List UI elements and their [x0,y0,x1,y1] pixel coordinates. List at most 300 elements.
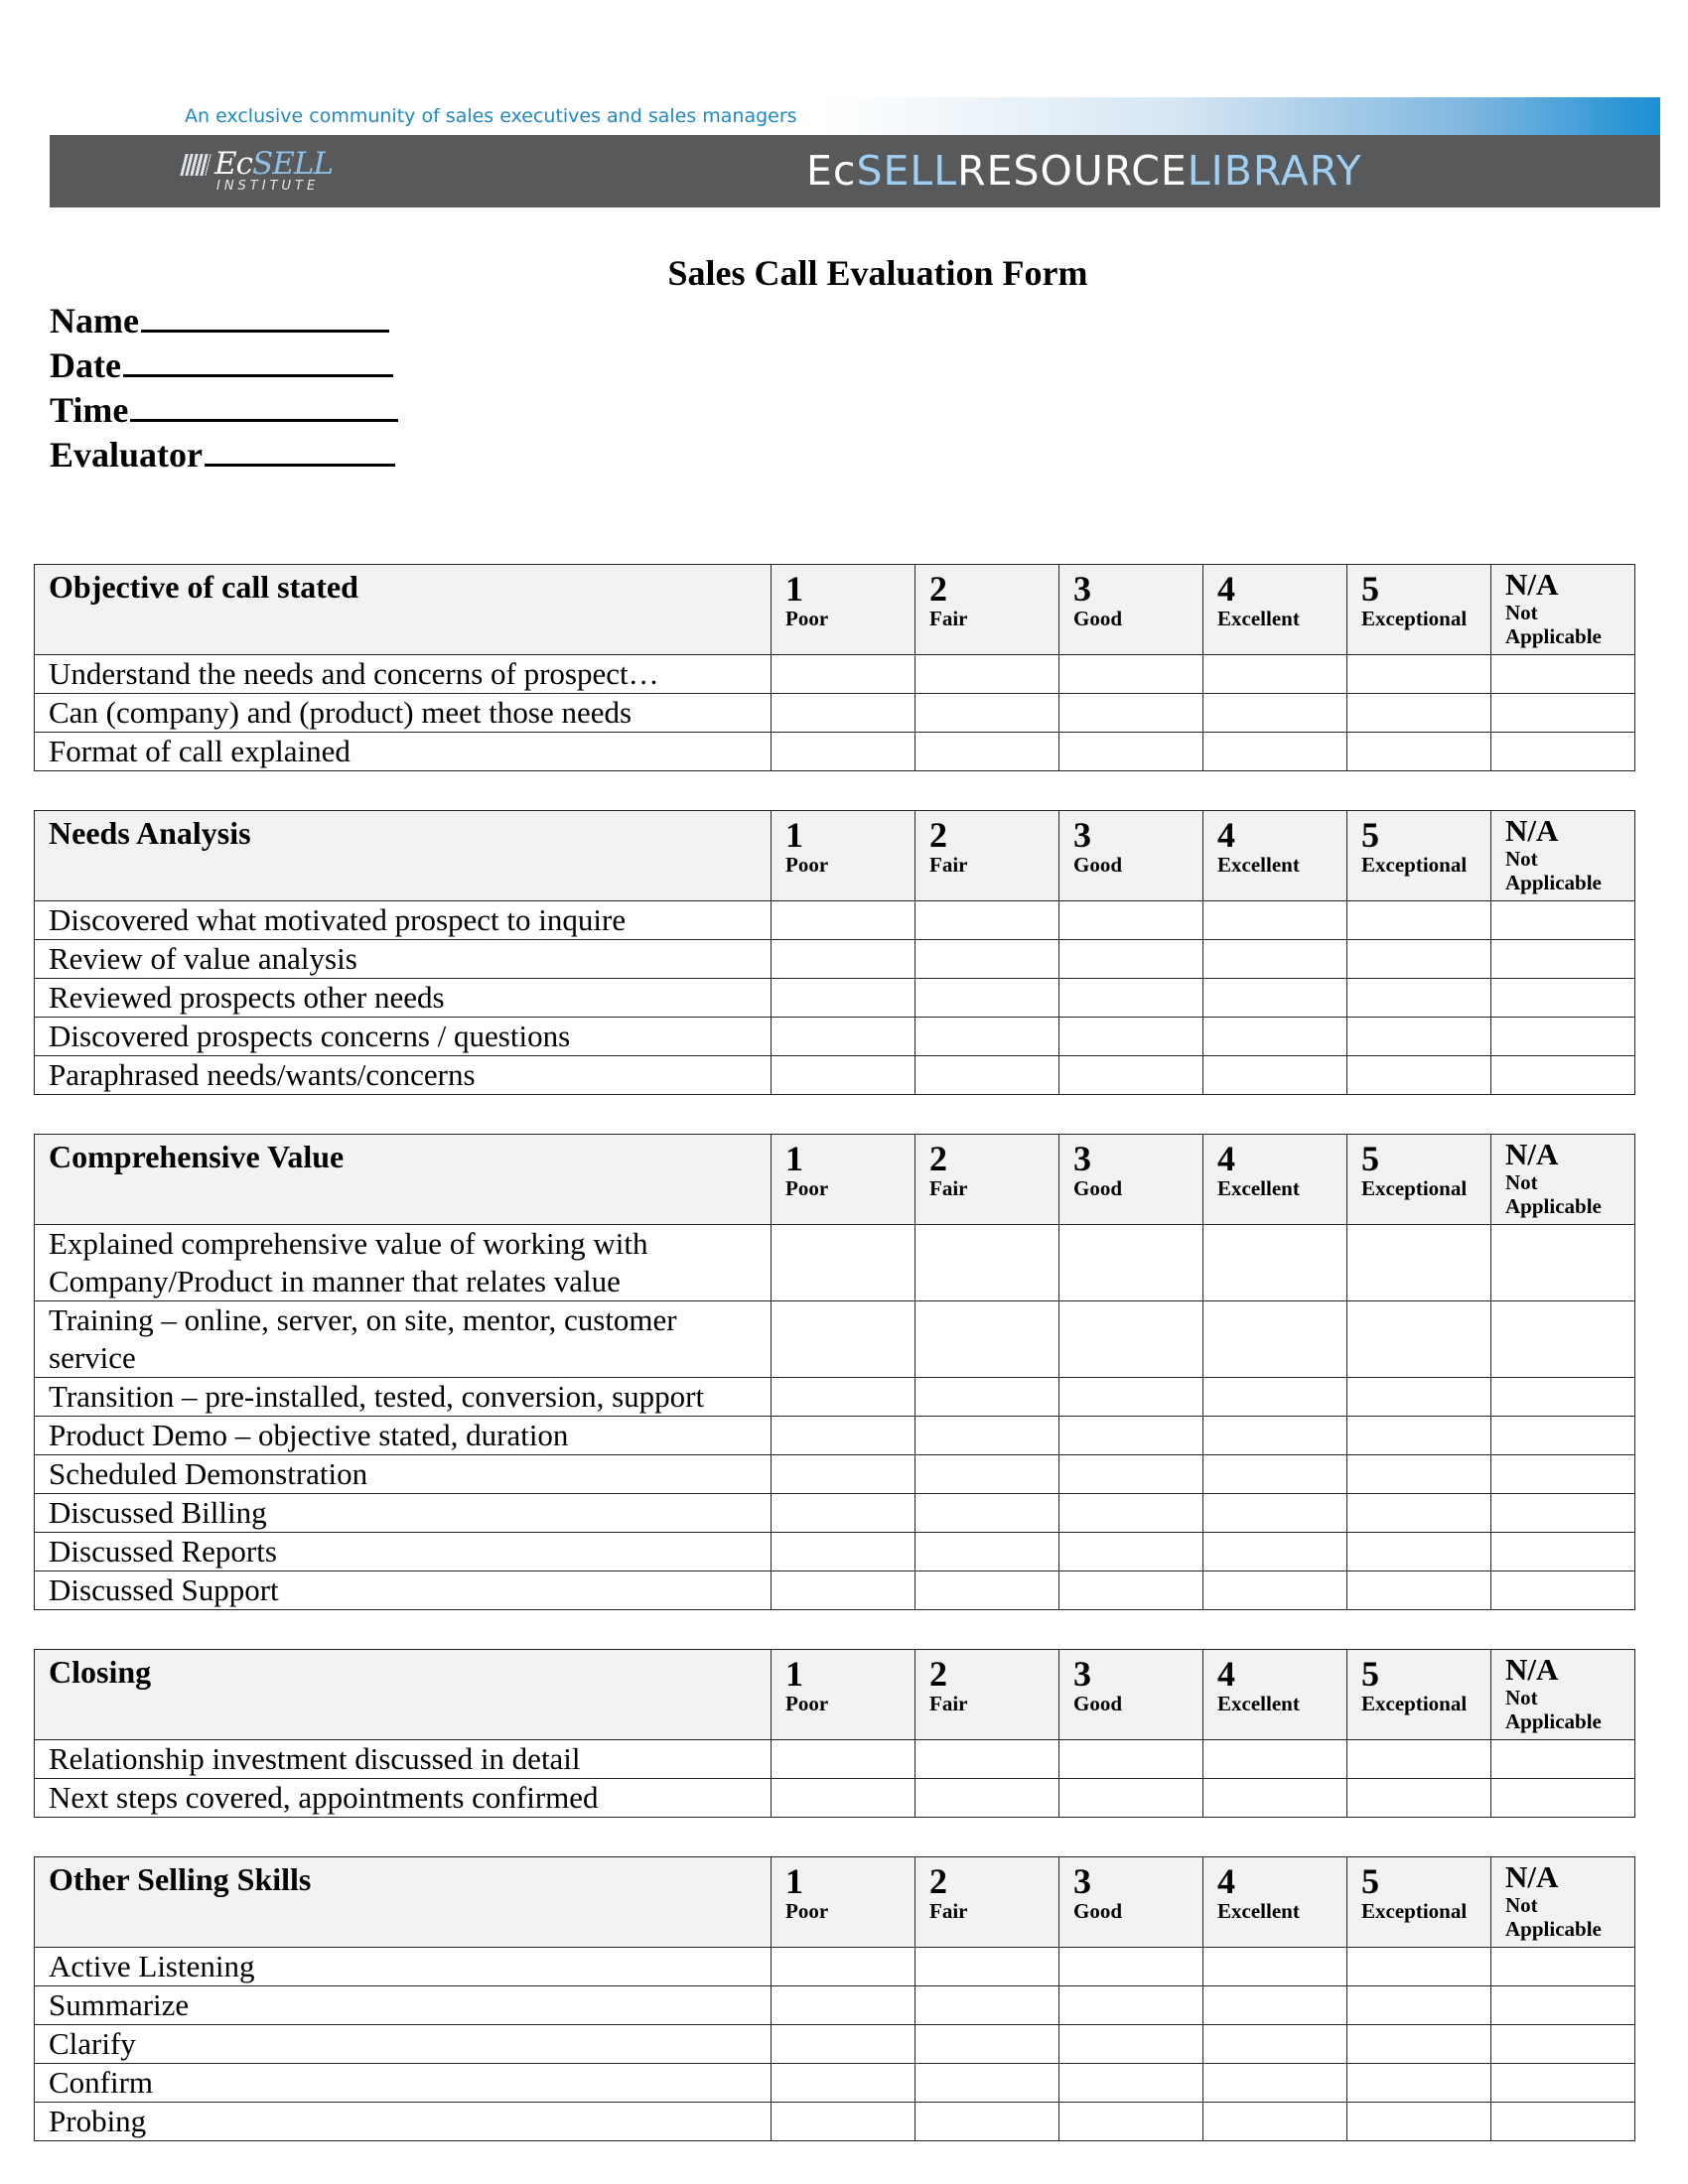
rating-cell-na[interactable] [1491,1948,1635,1986]
rating-cell-4[interactable] [1203,1779,1347,1818]
score-label: Excellent [1217,1692,1300,1715]
criterion-label: Next steps covered, appointments confirmed [35,1779,772,1818]
table-row [35,655,1635,694]
table-row [35,1533,1635,1571]
rating-cell-1[interactable] [772,1571,915,1610]
rating-cell-1[interactable] [772,2103,915,2141]
score-header-2 [915,1650,1059,1740]
resource-library-title: EcSELLRESOURCELIBRARY [806,147,1362,195]
rating-cell-4[interactable] [1203,1455,1347,1494]
banner-tagline: An exclusive community of sales executives and sales managers [185,105,797,127]
score-header-4 [1203,811,1347,901]
resource-library-banner [50,135,1660,207]
rating-cell-3[interactable] [1059,1378,1203,1417]
rating-cell-4[interactable] [1203,901,1347,940]
score-header-na [1491,811,1635,901]
date-label: Date [50,345,121,385]
score-label: Exceptional [1361,607,1468,630]
rating-cell-4[interactable] [1203,1056,1347,1095]
name-field[interactable] [50,296,398,341]
rating-cell-na[interactable] [1491,1494,1635,1533]
rating-cell-4[interactable] [1203,655,1347,694]
rating-cell-5[interactable] [1347,1417,1491,1455]
score-number: 5 [1361,1654,1379,1694]
score-number: 3 [1073,569,1091,609]
criterion-label: Scheduled Demonstration [35,1455,772,1494]
table-row [35,1986,1635,2025]
section-title [35,1135,772,1225]
rating-cell-3[interactable] [1059,655,1203,694]
table-row [35,1018,1635,1056]
rating-cell-na[interactable] [1491,1779,1635,1818]
table-row [35,1740,1635,1779]
table-row [35,901,1635,940]
rating-cell-na[interactable] [1491,1301,1635,1378]
rating-cell-3[interactable] [1059,733,1203,771]
rating-cell-4[interactable] [1203,2064,1347,2103]
rating-cell-1[interactable] [772,1378,915,1417]
table-row [35,940,1635,979]
table-row [35,1417,1635,1455]
rating-cell-1[interactable] [772,1018,915,1056]
score-number: 2 [929,1654,947,1694]
score-label: Fair [929,1899,968,1923]
rating-cell-3[interactable] [1059,1417,1203,1455]
score-header-5 [1347,1650,1491,1740]
score-header-na [1491,1857,1635,1948]
rating-cell-3[interactable] [1059,1455,1203,1494]
rating-cell-1[interactable] [772,979,915,1018]
rating-cell-na[interactable] [1491,2064,1635,2103]
rating-cell-4[interactable] [1203,979,1347,1018]
rating-cell-3[interactable] [1059,1986,1203,2025]
rating-cell-4[interactable] [1203,1571,1347,1610]
score-number: 4 [1217,569,1235,609]
rating-cell-na[interactable] [1491,940,1635,979]
rating-cell-1[interactable] [772,1533,915,1571]
rating-cell-1[interactable] [772,940,915,979]
rating-cell-5[interactable] [1347,1948,1491,1986]
score-number: 3 [1073,1861,1091,1901]
rating-cell-na[interactable] [1491,1056,1635,1095]
score-header-5 [1347,565,1491,655]
criterion-label: Discovered what motivated prospect to inquire [35,901,772,940]
score-label: Poor [785,607,829,630]
rating-cell-2[interactable] [915,655,1059,694]
rating-cell-2[interactable] [915,1494,1059,1533]
score-label: Excellent [1217,853,1300,877]
rating-cell-5[interactable] [1347,1571,1491,1610]
rating-cell-5[interactable] [1347,1986,1491,2025]
header-fields [50,296,398,475]
score-label: Fair [929,1692,968,1715]
rating-cell-4[interactable] [1203,1378,1347,1417]
rating-cell-4[interactable] [1203,733,1347,771]
rating-cell-5[interactable] [1347,1740,1491,1779]
rating-cell-na[interactable] [1491,1018,1635,1056]
rating-cell-4[interactable] [1203,1986,1347,2025]
rating-cell-3[interactable] [1059,1571,1203,1610]
rating-cell-na[interactable] [1491,733,1635,771]
rating-cell-4[interactable] [1203,1740,1347,1779]
rating-cell-na[interactable] [1491,1740,1635,1779]
evaluator-field[interactable] [50,430,398,475]
rating-cell-3[interactable] [1059,1056,1203,1095]
rating-cell-5[interactable] [1347,1455,1491,1494]
na-label-line1: Not [1505,847,1538,871]
score-number: 2 [929,815,947,855]
table-row [35,2064,1635,2103]
rating-cell-3[interactable] [1059,2103,1203,2141]
rating-cell-1[interactable] [772,1986,915,2025]
score-number: 3 [1073,815,1091,855]
table-row [35,1494,1635,1533]
rating-cell-4[interactable] [1203,1417,1347,1455]
score-header-5 [1347,1857,1491,1948]
score-number: 5 [1361,1139,1379,1178]
table-row [35,1301,1635,1378]
time-field[interactable] [50,385,398,430]
criterion-label: Transition – pre-installed, tested, conversion, support [35,1378,772,1417]
rating-cell-4[interactable] [1203,694,1347,733]
rating-cell-2[interactable] [915,2103,1059,2141]
criterion-label: Product Demo – objective stated, duration [35,1417,772,1455]
table-row [35,1378,1635,1417]
criterion-label: Reviewed prospects other needs [35,979,772,1018]
rating-cell-3[interactable] [1059,1779,1203,1818]
score-header-1 [772,1650,915,1740]
score-number: 3 [1073,1139,1091,1178]
rating-cell-2[interactable] [915,1301,1059,1378]
rating-cell-1[interactable] [772,1494,915,1533]
rating-cell-2[interactable] [915,1740,1059,1779]
score-header-2 [915,565,1059,655]
rating-cell-4[interactable] [1203,1948,1347,1986]
rating-cell-4[interactable] [1203,1018,1347,1056]
banner-tagline-bar [50,97,1660,135]
score-header-4 [1203,565,1347,655]
date-field[interactable] [50,341,398,385]
criterion-label: Understand the needs and concerns of prospect… [35,655,772,694]
rating-cell-5[interactable] [1347,1225,1491,1301]
rating-cell-4[interactable] [1203,1225,1347,1301]
criterion-label: Confirm [35,2064,772,2103]
score-number: 4 [1217,1861,1235,1901]
section-title-text: Closing [49,1654,152,1690]
score-header-na [1491,1650,1635,1740]
criterion-label: Discovered prospects concerns / questions [35,1018,772,1056]
rating-cell-3[interactable] [1059,1948,1203,1986]
table-row [35,1779,1635,1818]
rating-cell-na[interactable] [1491,2025,1635,2064]
rating-cell-2[interactable] [915,694,1059,733]
score-number: 2 [929,569,947,609]
score-header-1 [772,1857,915,1948]
rating-cell-2[interactable] [915,1225,1059,1301]
rating-cell-2[interactable] [915,1056,1059,1095]
score-header-1 [772,565,915,655]
score-number: 4 [1217,815,1235,855]
table-header-row [35,565,1635,655]
time-label: Time [50,390,129,430]
na-number: N/A [1505,1652,1559,1687]
evaluation-table-2 [34,1134,1635,1610]
criterion-label: Discussed Reports [35,1533,772,1571]
evaluator-label: Evaluator [50,435,204,475]
rating-cell-na[interactable] [1491,1378,1635,1417]
rating-cell-3[interactable] [1059,1494,1203,1533]
rating-cell-5[interactable] [1347,1378,1491,1417]
score-label: Fair [929,607,968,630]
rating-cell-4[interactable] [1203,1494,1347,1533]
rating-cell-2[interactable] [915,1533,1059,1571]
criterion-label: Probing [35,2103,772,2141]
rating-cell-na[interactable] [1491,1455,1635,1494]
score-label: Excellent [1217,1899,1300,1923]
rating-cell-3[interactable] [1059,1533,1203,1571]
score-number: 2 [929,1139,947,1178]
rating-cell-3[interactable] [1059,2025,1203,2064]
rating-cell-4[interactable] [1203,940,1347,979]
rating-cell-2[interactable] [915,901,1059,940]
score-label: Poor [785,853,829,877]
criterion-label: Paraphrased needs/wants/concerns [35,1056,772,1095]
rating-cell-1[interactable] [772,1417,915,1455]
rating-cell-na[interactable] [1491,655,1635,694]
score-label: Fair [929,1176,968,1200]
table-row [35,733,1635,771]
rating-cell-3[interactable] [1059,2064,1203,2103]
rating-cell-3[interactable] [1059,1225,1203,1301]
rating-cell-5[interactable] [1347,2064,1491,2103]
score-header-4 [1203,1650,1347,1740]
date-input-line[interactable] [123,341,393,377]
score-header-5 [1347,811,1491,901]
score-label: Poor [785,1692,829,1715]
rating-cell-1[interactable] [772,655,915,694]
score-header-3 [1059,1135,1203,1225]
rating-cell-na[interactable] [1491,1986,1635,2025]
na-number: N/A [1505,813,1559,848]
score-label: Fair [929,853,968,877]
rating-cell-1[interactable] [772,1740,915,1779]
rating-cell-1[interactable] [772,1779,915,1818]
rating-cell-4[interactable] [1203,1301,1347,1378]
score-header-5 [1347,1135,1491,1225]
rating-cell-4[interactable] [1203,2025,1347,2064]
na-label-line1: Not [1505,1893,1538,1917]
score-header-4 [1203,1857,1347,1948]
score-header-1 [772,811,915,901]
section-title-text: Objective of call stated [49,569,358,605]
criterion-label: Summarize [35,1986,772,2025]
rating-cell-2[interactable] [915,1948,1059,1986]
rating-cell-5[interactable] [1347,1779,1491,1818]
section-title-text: Comprehensive Value [49,1139,345,1174]
score-header-3 [1059,1650,1203,1740]
score-number: 1 [785,1139,803,1178]
score-number: 4 [1217,1654,1235,1694]
rating-cell-na[interactable] [1491,1417,1635,1455]
score-header-2 [915,1135,1059,1225]
time-input-line[interactable] [130,385,398,422]
table-row [35,1056,1635,1095]
table-row [35,979,1635,1018]
criterion-label: Review of value analysis [35,940,772,979]
criterion-label: Relationship investment discussed in detail [35,1740,772,1779]
rating-cell-na[interactable] [1491,1225,1635,1301]
score-number: 1 [785,815,803,855]
score-label: Poor [785,1176,829,1200]
rating-cell-2[interactable] [915,1779,1059,1818]
rating-cell-na[interactable] [1491,901,1635,940]
rating-cell-2[interactable] [915,1417,1059,1455]
rating-cell-3[interactable] [1059,901,1203,940]
score-number: 2 [929,1861,947,1901]
rating-cell-2[interactable] [915,1571,1059,1610]
score-label: Exceptional [1361,1899,1468,1923]
score-label: Good [1073,607,1123,630]
logo-subtitle: INSTITUTE [216,179,320,194]
evaluation-table-0 [34,564,1635,771]
score-label: Exceptional [1361,853,1468,877]
score-label: Good [1073,1692,1123,1715]
criterion-label: Can (company) and (product) meet those needs [35,694,772,733]
rating-cell-3[interactable] [1059,694,1203,733]
score-header-2 [915,1857,1059,1948]
rating-cell-1[interactable] [772,2064,915,2103]
rating-cell-5[interactable] [1347,979,1491,1018]
rating-cell-5[interactable] [1347,2025,1491,2064]
score-label: Poor [785,1899,829,1923]
rating-cell-3[interactable] [1059,1740,1203,1779]
score-number: 1 [785,1654,803,1694]
na-label-line2: Applicable [1505,1194,1602,1218]
rating-cell-1[interactable] [772,694,915,733]
score-number: 1 [785,1861,803,1901]
rating-cell-5[interactable] [1347,1056,1491,1095]
rating-cell-4[interactable] [1203,2103,1347,2141]
rating-cell-1[interactable] [772,901,915,940]
rating-cell-5[interactable] [1347,655,1491,694]
evaluation-table-4 [34,1856,1635,2141]
na-label-line2: Applicable [1505,1709,1602,1733]
section-title-text: Needs Analysis [49,815,251,851]
rating-cell-1[interactable] [772,1056,915,1095]
rating-cell-3[interactable] [1059,940,1203,979]
rating-cell-2[interactable] [915,1378,1059,1417]
rating-cell-na[interactable] [1491,694,1635,733]
rating-cell-5[interactable] [1347,901,1491,940]
section-title [35,565,772,655]
rating-cell-1[interactable] [772,733,915,771]
rating-cell-1[interactable] [772,1301,915,1378]
rating-cell-2[interactable] [915,2025,1059,2064]
rating-cell-2[interactable] [915,979,1059,1018]
criterion-label: Format of call explained [35,733,772,771]
name-input-line[interactable] [141,296,389,333]
na-label-line1: Not [1505,1686,1538,1709]
rating-cell-5[interactable] [1347,694,1491,733]
na-number: N/A [1505,1137,1559,1171]
na-label-line2: Applicable [1505,1917,1602,1941]
rating-cell-5[interactable] [1347,1533,1491,1571]
score-number: 4 [1217,1139,1235,1178]
score-number: 5 [1361,815,1379,855]
rating-cell-5[interactable] [1347,1018,1491,1056]
score-header-3 [1059,1857,1203,1948]
criterion-label: Discussed Support [35,1571,772,1610]
na-label-line1: Not [1505,601,1538,624]
rating-cell-2[interactable] [915,940,1059,979]
score-header-2 [915,811,1059,901]
table-row [35,1571,1635,1610]
rating-cell-2[interactable] [915,733,1059,771]
rating-cell-1[interactable] [772,1948,915,1986]
rating-cell-1[interactable] [772,2025,915,2064]
score-number: 1 [785,569,803,609]
score-header-4 [1203,1135,1347,1225]
rating-cell-3[interactable] [1059,1301,1203,1378]
rating-cell-5[interactable] [1347,733,1491,771]
rating-cell-na[interactable] [1491,1571,1635,1610]
rating-cell-5[interactable] [1347,1494,1491,1533]
score-label: Exceptional [1361,1692,1468,1715]
name-label: Name [50,301,139,341]
rating-cell-5[interactable] [1347,940,1491,979]
score-header-na [1491,1135,1635,1225]
evaluation-table-1 [34,810,1635,1095]
criterion-label: Explained comprehensive value of working with Company/Product in manner that relates value [35,1225,772,1301]
section-title [35,1650,772,1740]
rating-cell-na[interactable] [1491,1533,1635,1571]
table-header-row [35,811,1635,901]
criterion-label: Clarify [35,2025,772,2064]
evaluation-table-3 [34,1649,1635,1818]
score-header-na [1491,565,1635,655]
rating-cell-4[interactable] [1203,1533,1347,1571]
rating-cell-5[interactable] [1347,1301,1491,1378]
score-label: Good [1073,1176,1123,1200]
form-title: Sales Call Evaluation Form [667,253,1088,293]
rating-cell-2[interactable] [915,1986,1059,2025]
rating-cell-3[interactable] [1059,979,1203,1018]
evaluator-input-line[interactable] [205,430,395,467]
na-label-line2: Applicable [1505,871,1602,894]
rating-cell-na[interactable] [1491,2103,1635,2141]
score-label: Good [1073,1899,1123,1923]
score-header-3 [1059,565,1203,655]
score-label: Excellent [1217,1176,1300,1200]
score-number: 5 [1361,569,1379,609]
rating-cell-3[interactable] [1059,1018,1203,1056]
section-title-text: Other Selling Skills [49,1861,312,1897]
rating-cell-2[interactable] [915,2064,1059,2103]
rating-cell-2[interactable] [915,1455,1059,1494]
rating-cell-1[interactable] [772,1455,915,1494]
rating-cell-1[interactable] [772,1225,915,1301]
score-label: Exceptional [1361,1176,1468,1200]
rating-cell-5[interactable] [1347,2103,1491,2141]
rating-cell-na[interactable] [1491,979,1635,1018]
score-number: 5 [1361,1861,1379,1901]
rating-cell-2[interactable] [915,1018,1059,1056]
score-header-1 [772,1135,915,1225]
na-label-line1: Not [1505,1170,1538,1194]
score-number: 3 [1073,1654,1091,1694]
table-row [35,1948,1635,1986]
table-row [35,694,1635,733]
